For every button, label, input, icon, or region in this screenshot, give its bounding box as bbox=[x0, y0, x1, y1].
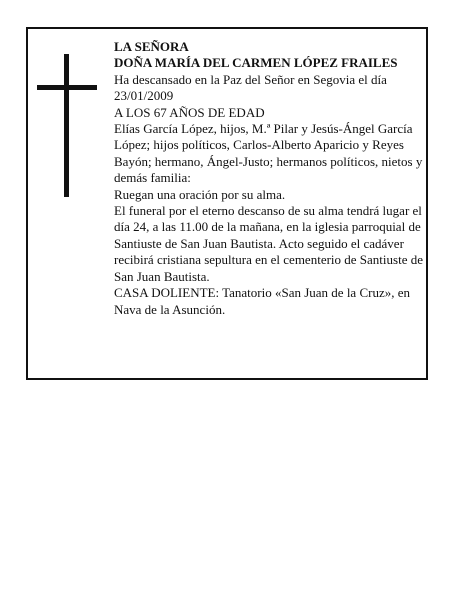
obituary-text bbox=[114, 39, 432, 318]
age-at-death: A LOS 67 AÑOS DE EDAD bbox=[114, 104, 265, 120]
date-of-death: 23/01/2009 bbox=[114, 88, 174, 104]
prayer-request: Ruegan una oración por su alma. bbox=[114, 186, 286, 202]
cross-vertical-bar bbox=[64, 54, 69, 197]
deceased-name: DOÑA MARÍA DEL CARMEN LÓPEZ FRAILES bbox=[114, 55, 398, 71]
family-list: Elías García López, hijos, M.ª Pilar y Jesús-Ángel García López; hijos políticos, Carlos-Alberto Aparicio y Reyes Bayón; hermano, Ángel-Justo; hermanos políticos, nietos y demás familia: bbox=[114, 121, 423, 186]
casa-doliente: CASA DOLIENTE: Tanatorio «San Juan de la Cruz», en bbox=[114, 285, 410, 301]
title-honorific: LA SEÑORA bbox=[114, 39, 189, 54]
cross-horizontal-bar bbox=[37, 85, 97, 90]
casa-doliente-location: Nava de la Asunción. bbox=[114, 301, 226, 317]
funeral-details: El funeral por el eterno descanso de su alma tendrá lugar el día 24, a las 11.00 de la mañana, en la iglesia parroquial de Santiuste de San Juan Bautista. Acto seguido el cadáver recibirá cristiana sepultura en el cementerio de Santiuste de San Juan Bautista. bbox=[114, 203, 423, 284]
rest-statement: Ha descansado en la Paz del Señor en Segovia el día bbox=[114, 71, 387, 87]
cross-icon bbox=[37, 54, 97, 197]
